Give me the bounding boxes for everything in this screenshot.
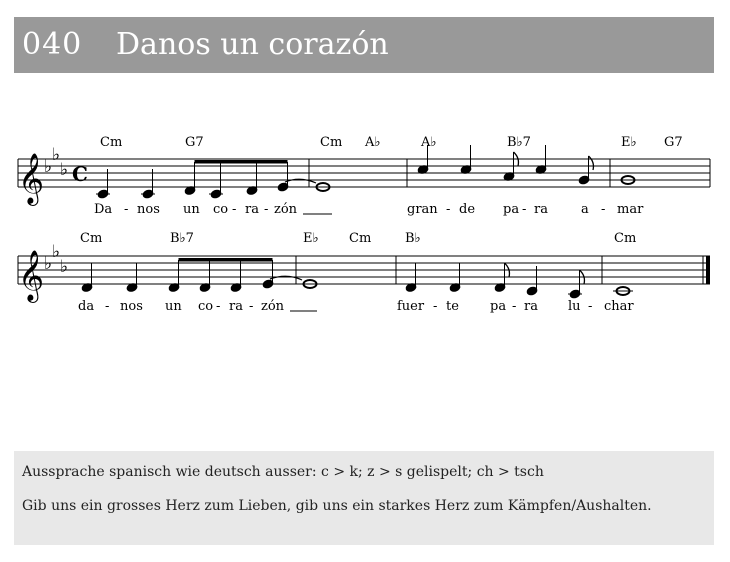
staff-system-2 xyxy=(18,231,710,314)
key-signature-flats xyxy=(44,145,68,180)
staff-lines xyxy=(18,256,710,284)
svg-text:♭: ♭ xyxy=(60,257,69,277)
lyric-syllable: - xyxy=(601,202,606,217)
chord-symbols xyxy=(80,231,636,246)
lyric-syllable: zón xyxy=(274,202,298,217)
lyric-syllable: - xyxy=(512,299,517,314)
common-time-icon: C xyxy=(72,162,88,186)
chord-symbol: G7 xyxy=(185,135,204,150)
lyric-syllable: lu xyxy=(568,299,581,314)
chord-symbol: E♭ xyxy=(303,231,319,246)
lyric-syllable: fuer xyxy=(397,299,425,314)
chord-symbol: B♭7 xyxy=(170,231,194,246)
lyric-syllable: - xyxy=(433,299,438,314)
lyric-syllable: - xyxy=(249,299,254,314)
chord-symbol: Cm xyxy=(320,135,343,150)
svg-text:♭: ♭ xyxy=(44,254,53,274)
measure-7-notes xyxy=(405,263,584,299)
lyric-syllable: pa xyxy=(503,202,520,217)
svg-text:♭: ♭ xyxy=(44,157,53,177)
lyric-syllable: ra xyxy=(534,202,548,217)
lyric-syllable: ra xyxy=(524,299,538,314)
svg-text:♭: ♭ xyxy=(52,145,61,165)
lyric-syllable: un xyxy=(183,202,200,217)
measure-3-notes xyxy=(417,145,593,185)
treble-clef-icon: 𝄞 xyxy=(18,153,45,204)
lyric-syllable: nos xyxy=(120,299,143,314)
lyric-syllable: pa xyxy=(490,299,507,314)
lyric-syllable: ra xyxy=(245,202,259,217)
treble-clef-icon: 𝄞 xyxy=(18,250,45,301)
staff-lines xyxy=(18,159,710,187)
lyric-syllable: - xyxy=(522,202,527,217)
lyric-syllable: zón xyxy=(261,299,285,314)
key-signature-flats xyxy=(44,242,68,277)
chord-symbol: G7 xyxy=(664,135,683,150)
chord-symbol: A♭ xyxy=(421,135,437,150)
lyric-syllable: nos xyxy=(137,202,160,217)
lyric-syllable: co xyxy=(198,299,214,314)
lyrics-line-1 xyxy=(94,202,644,217)
lyric-syllable: co xyxy=(213,202,229,217)
chord-symbol: Cm xyxy=(80,231,103,246)
lyric-syllable: mar xyxy=(617,202,644,217)
chord-symbol: A♭ xyxy=(365,135,381,150)
lyric-syllable: un xyxy=(165,299,182,314)
lyric-syllable: - xyxy=(446,202,451,217)
lyric-syllable: char xyxy=(604,299,634,314)
lyric-syllable: te xyxy=(446,299,459,314)
lyric-syllable: - xyxy=(216,299,221,314)
lyric-syllable: de xyxy=(459,202,476,217)
svg-text:♭: ♭ xyxy=(60,160,69,180)
lyric-syllable: Da xyxy=(94,202,113,217)
chord-symbol: Cm xyxy=(100,135,123,150)
song-title: Danos un corazón xyxy=(116,27,389,62)
lyric-syllable: gran xyxy=(407,202,438,217)
pronunciation-note: Aussprache spanisch wie deutsch ausser: c > k; z > s gelispelt; ch > tsch xyxy=(22,464,544,480)
lyric-syllable: - xyxy=(264,202,269,217)
chord-symbol: Cm xyxy=(614,231,637,246)
notes-panel xyxy=(14,451,714,545)
chord-symbol: Cm xyxy=(349,231,372,246)
lyric-syllable: a xyxy=(581,202,589,217)
song-number: 040 xyxy=(22,27,83,62)
lyric-syllable: ra xyxy=(229,299,243,314)
lyrics-line-2 xyxy=(78,299,634,314)
lyric-syllable: - xyxy=(124,202,129,217)
chord-symbols xyxy=(100,135,683,150)
chord-symbol: B♭7 xyxy=(507,135,531,150)
chord-symbol: E♭ xyxy=(621,135,637,150)
lyric-syllable: - xyxy=(232,202,237,217)
svg-text:♭: ♭ xyxy=(52,242,61,262)
lyric-syllable: - xyxy=(105,299,110,314)
translation-note: Gib uns ein grosses Herz zum Lieben, gib uns ein starkes Herz zum Kämpfen/Aushalten. xyxy=(22,498,652,514)
lyric-syllable: da xyxy=(78,299,95,314)
chord-symbol: B♭ xyxy=(405,231,421,246)
staff-system-1 xyxy=(18,135,710,217)
lyric-syllable: - xyxy=(588,299,593,314)
